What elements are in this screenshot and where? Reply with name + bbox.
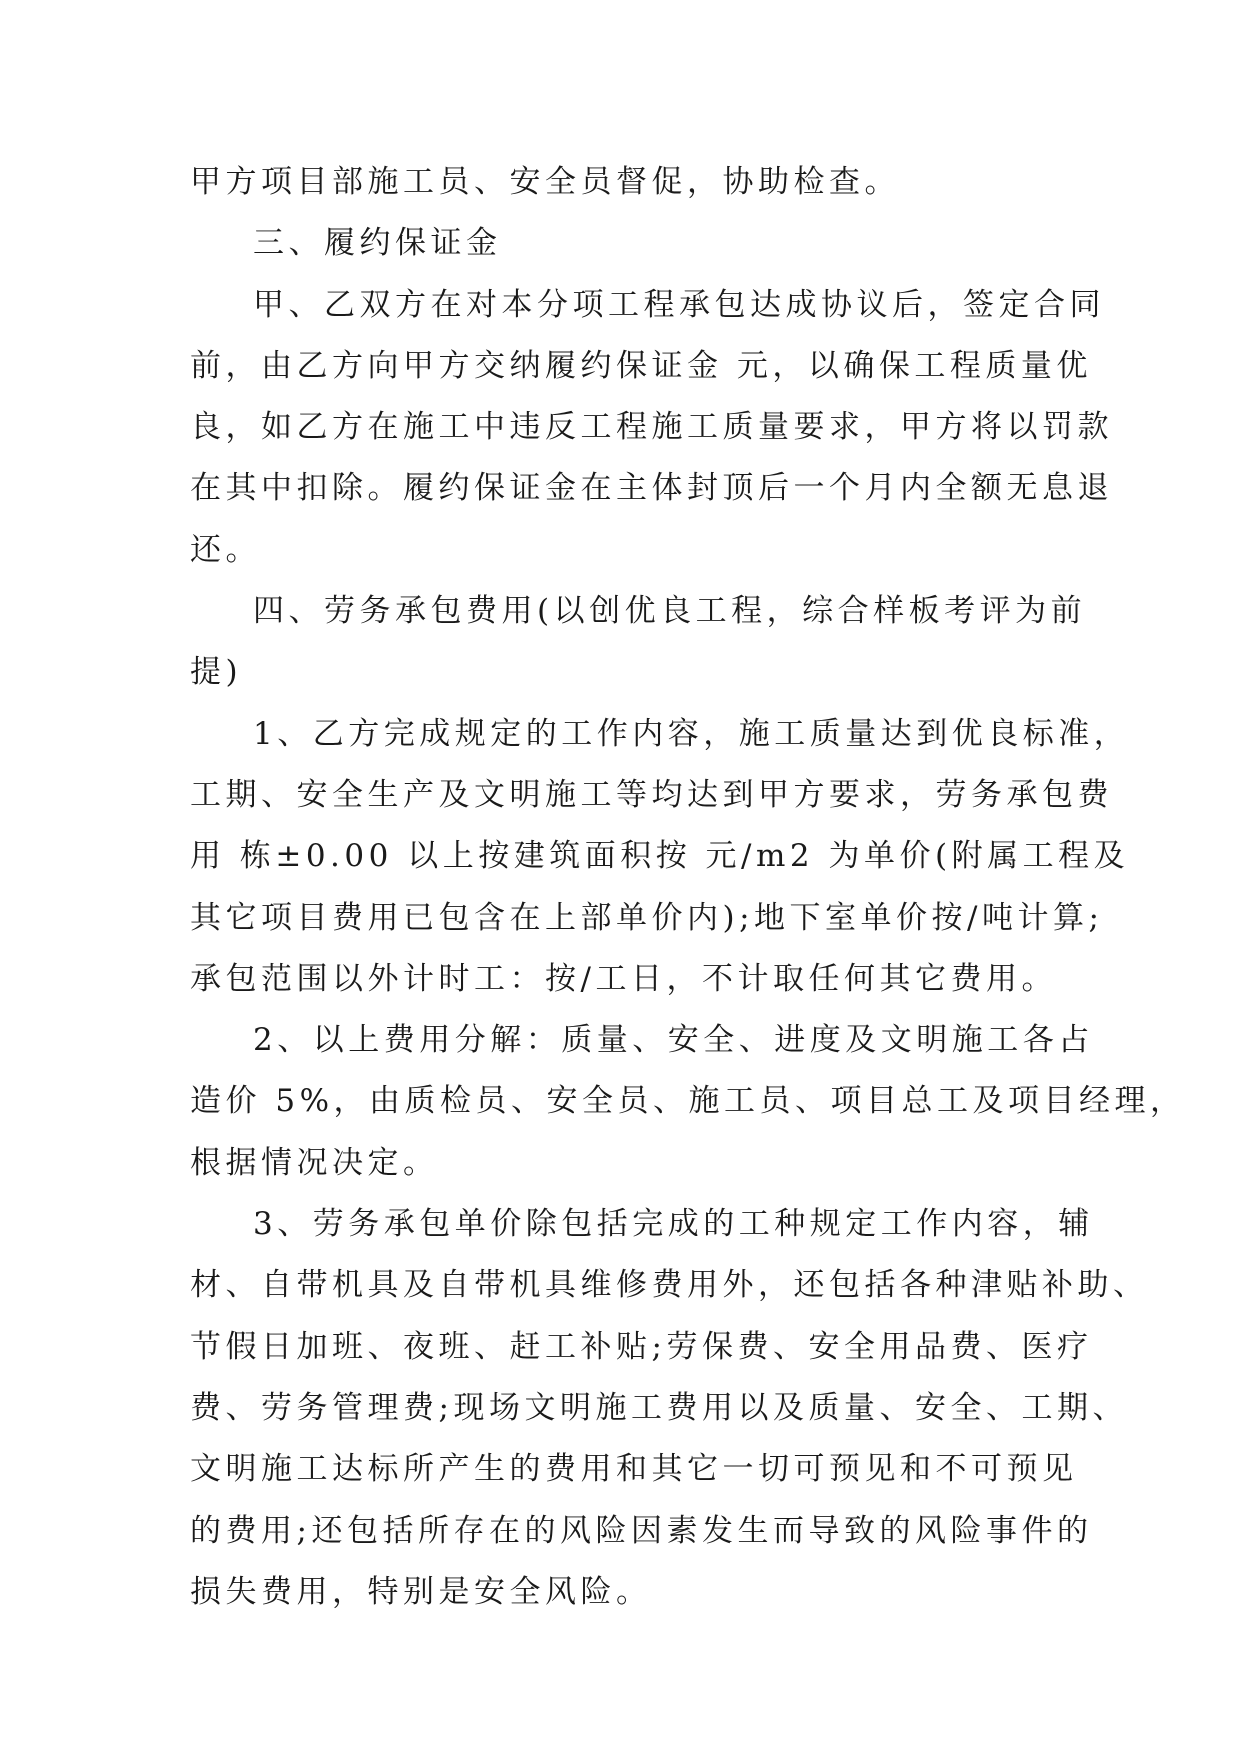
text-line: 根据情况决定。 bbox=[190, 1144, 439, 1181]
text-line: 在其中扣除。履约保证金在主体封顶后一个月内全额无息退 bbox=[190, 470, 1113, 507]
text-line: 2、以上费用分解：质量、安全、进度及文明施工各占 bbox=[253, 1022, 1094, 1059]
text-line: 材、自带机具及自带机具维修费用外，还包括各种津贴补助、 bbox=[190, 1267, 1149, 1304]
text-line: 其它项目费用已包含在上部单价内);地下室单价按/吨计算; bbox=[190, 899, 1104, 936]
text-line: 费、劳务管理费;现场文明施工费用以及质量、安全、工期、 bbox=[190, 1389, 1128, 1426]
text-line: 良，如乙方在施工中违反工程施工质量要求，甲方将以罚款 bbox=[190, 409, 1113, 446]
text-line: 提) bbox=[190, 654, 243, 691]
text-line: 节假日加班、夜班、赶工补贴;劳保费、安全用品费、医疗 bbox=[190, 1328, 1093, 1365]
section-heading: 三、履约保证金 bbox=[253, 225, 502, 262]
text-line: 用 栋±0.00 以上按建筑面积按 元/m2 为单价(附属工程及 bbox=[190, 838, 1130, 875]
text-line: 甲、乙双方在对本分项工程承包达成协议后，签定合同 bbox=[253, 286, 1105, 323]
text-line: 损失费用，特别是安全风险。 bbox=[190, 1573, 652, 1610]
text-line: 承包范围以外计时工：按/工日，不计取任何其它费用。 bbox=[190, 960, 1057, 997]
document-body bbox=[190, 152, 1186, 1623]
section-heading: 四、劳务承包费用(以创优良工程，综合样板考评为前 bbox=[253, 593, 1087, 630]
text-line: 甲方项目部施工员、安全员督促，协助检查。 bbox=[190, 164, 900, 200]
text-line: 3、劳务承包单价除包括完成的工种规定工作内容，辅 bbox=[253, 1206, 1094, 1243]
text-line: 造价 5%，由质检员、安全员、施工员、项目总工及项目经理， bbox=[190, 1083, 1186, 1120]
text-line: 还。 bbox=[190, 531, 261, 568]
text-line: 1、乙方完成规定的工作内容，施工质量达到优良标准， bbox=[253, 715, 1130, 752]
text-line: 工期、安全生产及文明施工等均达到甲方要求，劳务承包费 bbox=[190, 776, 1113, 813]
text-line: 的费用;还包括所存在的风险因素发生而导致的风险事件的 bbox=[190, 1512, 1093, 1549]
text-line: 文明施工达标所产生的费用和其它一切可预见和不可预见 bbox=[190, 1451, 1078, 1488]
text-line: 前，由乙方向甲方交纳履约保证金 元，以确保工程质量优 bbox=[190, 347, 1092, 384]
